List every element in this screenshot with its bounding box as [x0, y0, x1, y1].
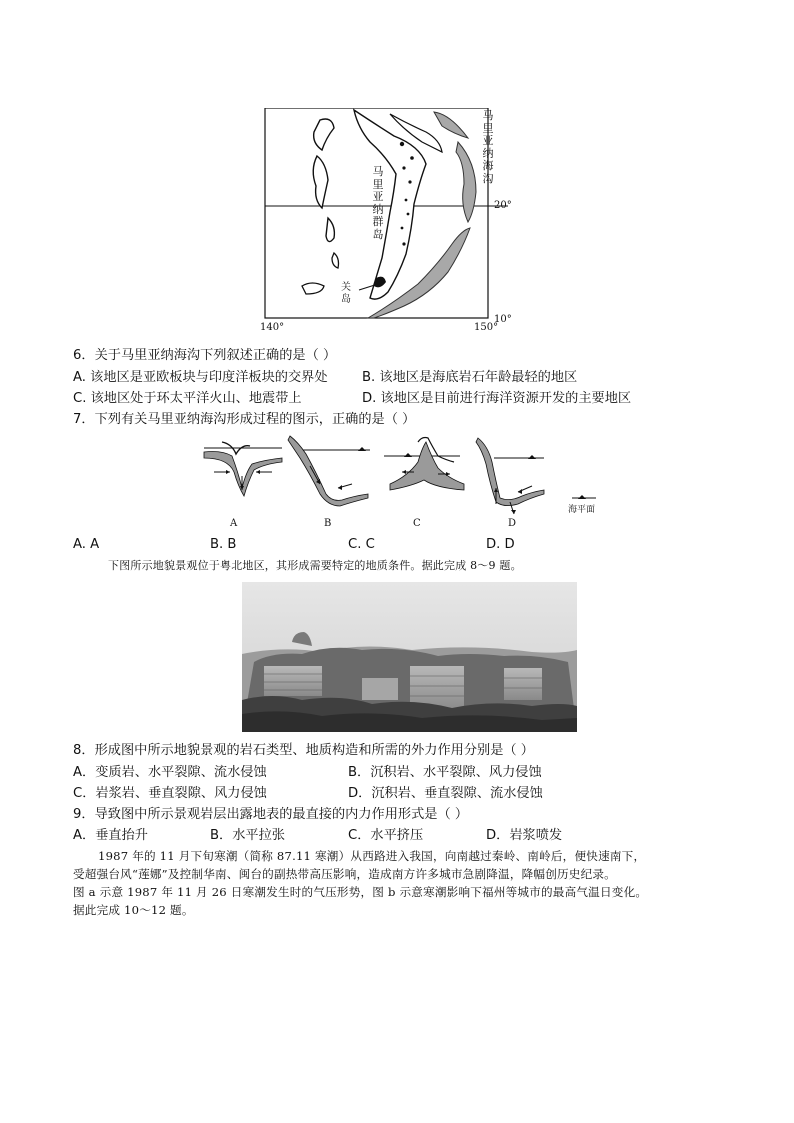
q6-option-a: A. 该地区是亚欧板块与印度洋板块的交界处	[73, 370, 328, 385]
q6-option-d: D. 该地区是目前进行海洋资源开发的主要地区	[362, 391, 632, 406]
q7-diagrams-svg	[192, 432, 612, 532]
intro-10-12-line3: 图 a 示意 1987 年 11 月 26 日寒潮发生时的气压形势，图 b 示意寒潮影响下福州等城市的最高气温日变化。	[73, 885, 648, 899]
q7-option-d: D. D	[486, 537, 515, 552]
photo-svg	[242, 582, 577, 732]
q7-diagrams	[192, 432, 612, 532]
q7-option-c: C. C	[348, 537, 375, 552]
q8-option-d: D．沉积岩、垂直裂隙、流水侵蚀	[348, 786, 543, 801]
q6-stem: 6．关于马里亚纳海沟下列叙述正确的是（ ）	[73, 348, 337, 363]
q9-stem: 9．导致图中所示景观岩层出露地表的最直接的内力作用形式是（ ）	[73, 807, 469, 822]
q8-option-b: B．沉积岩、水平裂隙、风力侵蚀	[348, 765, 542, 780]
q8-option-c: C．岩浆岩、垂直裂隙、风力侵蚀	[73, 786, 267, 801]
q6-option-c: C. 该地区处于环太平洋火山、地震带上	[73, 391, 302, 406]
q7-fig-label-d: D	[508, 518, 517, 529]
lon-140-label: 140°	[260, 322, 285, 333]
intro-10-12-line1: 1987 年的 11 月下旬寒潮（简称 87.11 寒潮）从西路进入我国，向南越过秦岭、南岭后，便快速南下，	[98, 849, 646, 863]
sea-level-label: 海平面	[568, 505, 596, 515]
q8-option-a: A．变质岩、水平裂隙、流水侵蚀	[73, 765, 267, 780]
q7-stem: 7．下列有关马里亚纳海沟形成过程的图示，正确的是（ ）	[73, 412, 416, 427]
q9-option-a: A．垂直抬升	[73, 828, 148, 843]
q9-option-c: C．水平挤压	[348, 828, 424, 843]
q7-fig-label-a: A	[230, 518, 238, 529]
q7-option-a: A. A	[73, 537, 100, 552]
q8-stem: 8．形成图中所示地貌景观的岩石类型、地质构造和所需的外力作用分别是（ ）	[73, 743, 534, 758]
mariana-map	[262, 108, 512, 340]
diagram-c	[384, 438, 464, 491]
guam-label: 关岛	[341, 282, 351, 305]
q6-option-b: B. 该地区是海底岩石年龄最轻的地区	[362, 370, 578, 385]
lat-10-label: 10°	[494, 314, 512, 325]
intro-8-9: 下图所示地貌景观位于粤北地区，其形成需要特定的地质条件。据此完成 8～9 题。	[108, 559, 522, 572]
q7-option-b: B. B	[210, 537, 237, 552]
diagram-a	[204, 442, 282, 496]
q9-option-d: D．岩浆喷发	[486, 828, 563, 843]
intro-10-12-line2: 受超强台风“莲娜”及控制华南、闽台的副热带高压影响，造成南方许多城市急剧降温，降幅创历史纪录。	[73, 867, 616, 881]
trench-label: 马里亚纳海沟	[482, 109, 494, 185]
diagram-b	[288, 436, 370, 506]
intro-10-12-line4: 据此完成 10～12 题。	[73, 903, 194, 917]
mariana-map-svg	[262, 108, 512, 340]
q7-fig-label-c: C	[413, 518, 421, 529]
q7-fig-label-b: B	[324, 518, 332, 529]
lon-150-label: 150°	[474, 322, 499, 333]
islands-label: 马里亚纳群岛	[372, 165, 384, 241]
q9-option-b: B．水平拉张	[210, 828, 285, 843]
danxia-landform-photo	[242, 582, 577, 732]
lat-20-label: 20°	[494, 200, 512, 211]
